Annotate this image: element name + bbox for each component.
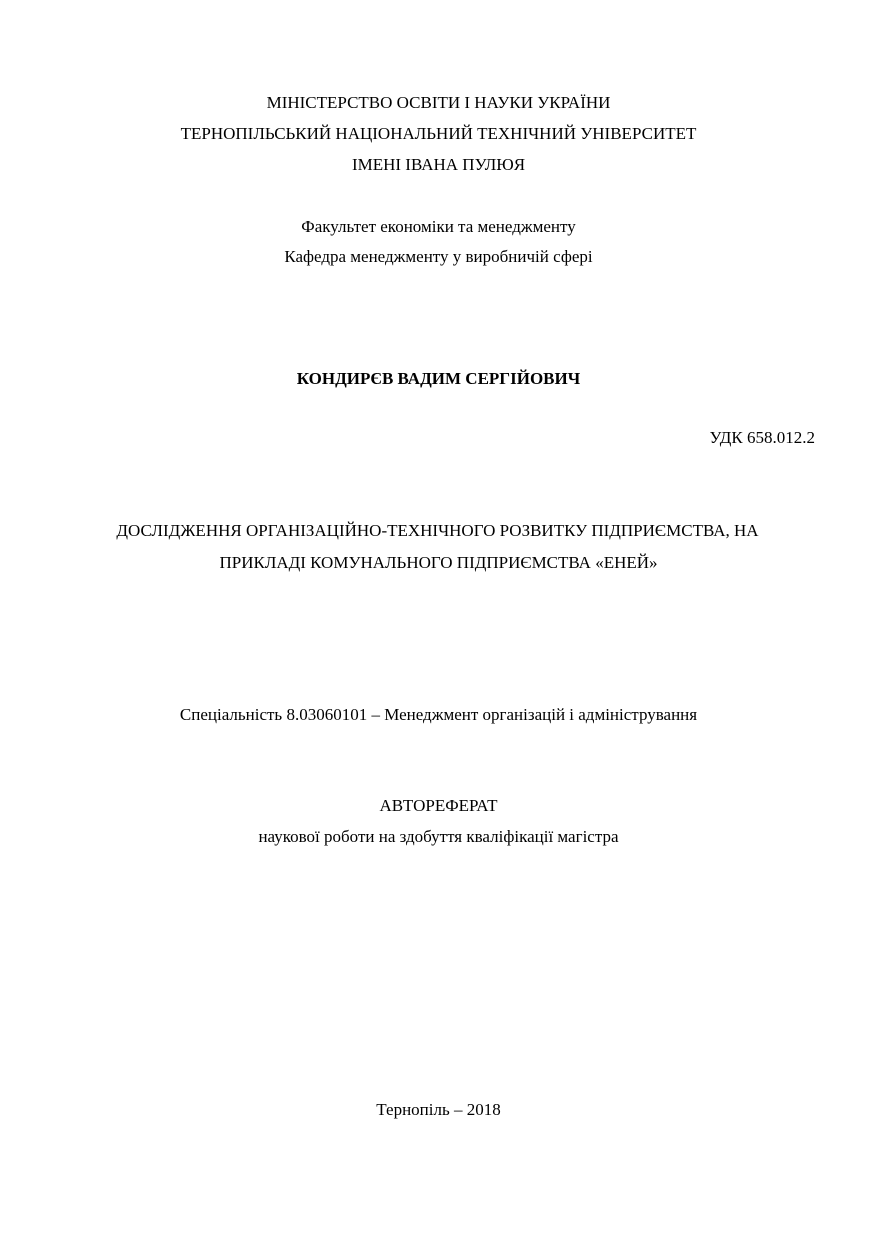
author-name: КОНДИРЄВ ВАДИМ СЕРГІЙОВИЧ bbox=[296, 369, 581, 388]
city-year: Тернопіль – 2018 bbox=[376, 1100, 501, 1119]
thesis-title-line1: ДОСЛІДЖЕННЯ ОРГАНІЗАЦІЙНО-ТЕХНІЧНОГО РОЗВИТКУ ПІДПРИЄМСТВА, НА bbox=[116, 521, 759, 540]
document-type: АВТОРЕФЕРАТ bbox=[379, 796, 498, 815]
document-description: наукової роботи на здобуття кваліфікації магістра bbox=[258, 827, 619, 846]
ministry-name: МІНІСТЕРСТВО ОСВІТИ І НАУКИ УКРАЇНИ bbox=[266, 93, 611, 112]
specialty: Спеціальність 8.03060101 – Менеджмент організацій і адміністрування bbox=[179, 705, 698, 724]
department-name: Кафедра менеджменту у виробничій сфері bbox=[284, 247, 593, 266]
udk-code: УДК 658.012.2 bbox=[709, 428, 815, 447]
thesis-title-line2: ПРИКЛАДІ КОМУНАЛЬНОГО ПІДПРИЄМСТВА «ЕНЕЙ» bbox=[219, 553, 658, 572]
university-name-line2: ІМЕНІ ІВАНА ПУЛЮЯ bbox=[351, 155, 526, 174]
faculty-name: Факультет економіки та менеджменту bbox=[301, 217, 576, 236]
university-name-line1: ТЕРНОПІЛЬСЬКИЙ НАЦІОНАЛЬНИЙ ТЕХНІЧНИЙ УНІВЕРСИТЕТ bbox=[180, 124, 697, 143]
